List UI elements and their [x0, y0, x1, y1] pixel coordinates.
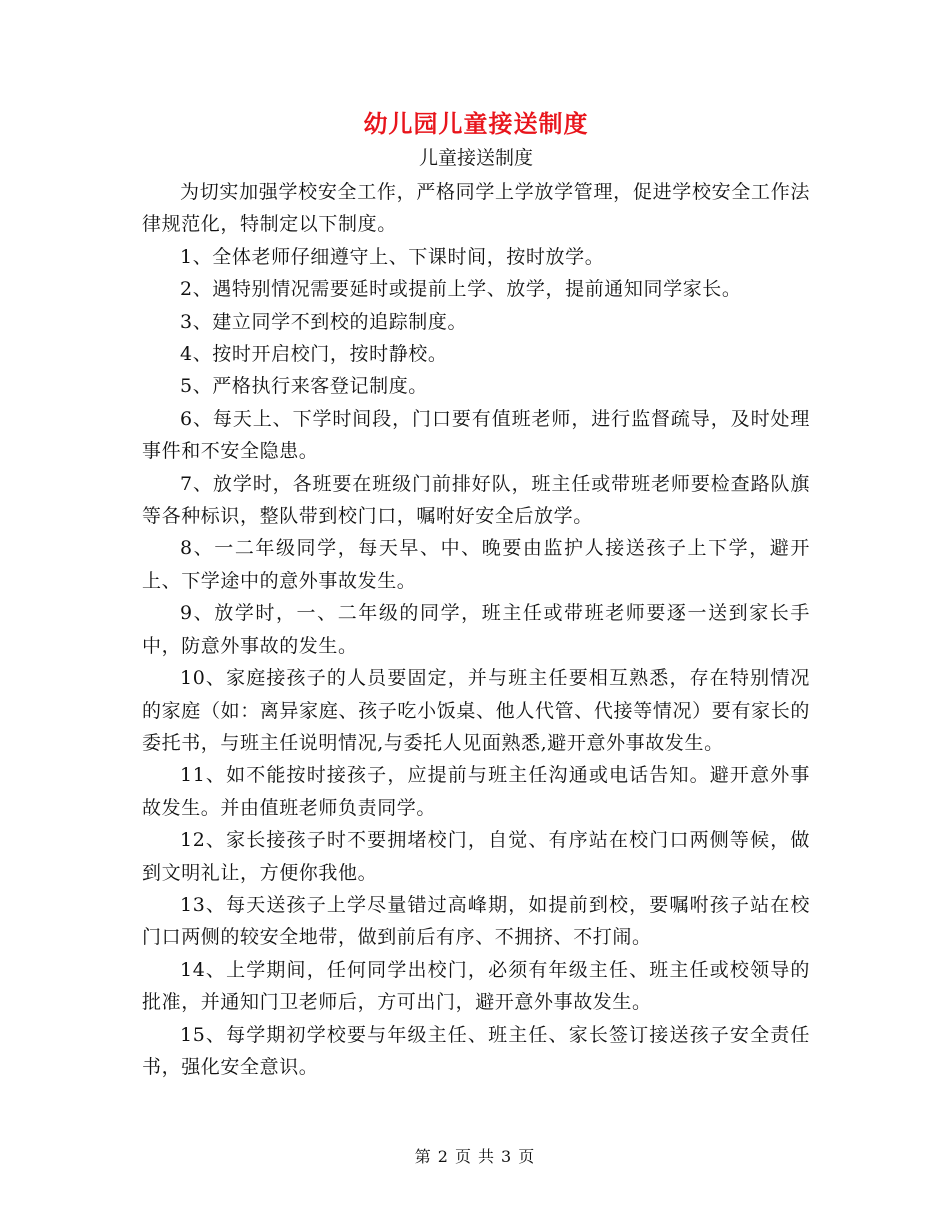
rule-item-10: 10、家庭接孩子的人员要固定，并与班主任要相互熟悉，存在特别情况的家庭（如：离异家庭、孩子吃小饭桌、他人代管、代接等情况）要有家长的委托书，与班主任说明情况,与委托人见面熟悉,避开意外事故发生。 — [142, 667, 810, 754]
rule-item-1: 1、全体老师仔细遵守上、下课时间，按时放学。 — [180, 245, 605, 268]
rule-item-8: 8、一二年级同学，每天早、中、晚要由监护人接送孩子上下学，避开上、下学途中的意外事故发生。 — [142, 537, 810, 592]
footer-middle: 页 共 — [454, 1147, 496, 1166]
rule-item-6: 6、每天上、下学时间段，门口要有值班老师，进行监督疏导，及时处理事件和不安全隐患。 — [142, 407, 810, 463]
footer-total-pages: 3 — [501, 1147, 513, 1166]
rule-item-2: 2、遇特别情况需要延时或提前上学、放学，提前通知同学家长。 — [180, 278, 742, 301]
page-footer — [0, 1147, 950, 1167]
rule-item-9: 9、放学时，一、二年级的同学，班主任或带班老师要逐一送到家长手中，防意外事故的发生。 — [142, 602, 810, 657]
footer-suffix: 页 — [518, 1147, 536, 1166]
document-title: 幼儿园儿童接送制度 — [363, 109, 589, 138]
rule-item-11: 11、如不能按时接孩子，应提前与班主任沟通或电话告知。避开意外事故发生。并由值班老师负责同学。 — [142, 764, 810, 819]
intro-paragraph: 为切实加强学校安全工作，严格同学上学放学管理，促进学校安全工作法律规范化，特制定以下制度。 — [142, 181, 810, 236]
rule-item-14: 14、上学期间，任何同学出校门，必须有年级主任、班主任或校领导的批准，并通知门卫老师后，方可出门，避开意外事故发生。 — [142, 958, 810, 1014]
footer-current-page: 2 — [437, 1147, 449, 1166]
document-body — [142, 106, 810, 1083]
rule-item-12: 12、家长接孩子时不要拥堵校门，自觉、有序站在校门口两侧等候，做到文明礼让，方便你我他。 — [142, 829, 810, 884]
rule-item-4: 4、按时开启校门，按时静校。 — [180, 343, 448, 366]
rule-item-15: 15、每学期初学校要与年级主任、班主任、家长签订接送孩子安全责任书，强化安全意识。 — [142, 1023, 810, 1078]
rule-item-5: 5、严格执行来客登记制度。 — [180, 375, 428, 398]
footer-prefix: 第 — [414, 1147, 432, 1166]
rule-item-7: 7、放学时，各班要在班级门前排好队，班主任或带班老师要检查路队旗等各种标识，整队带到校门口，嘱咐好安全后放学。 — [142, 472, 810, 528]
document-subtitle: 儿童接送制度 — [418, 147, 533, 169]
rule-item-13: 13、每天送孩子上学尽量错过高峰期，如提前到校，要嘱咐孩子站在校门口两侧的较安全地带，做到前后有序、不拥挤、不打闹。 — [142, 893, 810, 949]
rule-item-3: 3、建立同学不到校的追踪制度。 — [180, 310, 468, 333]
